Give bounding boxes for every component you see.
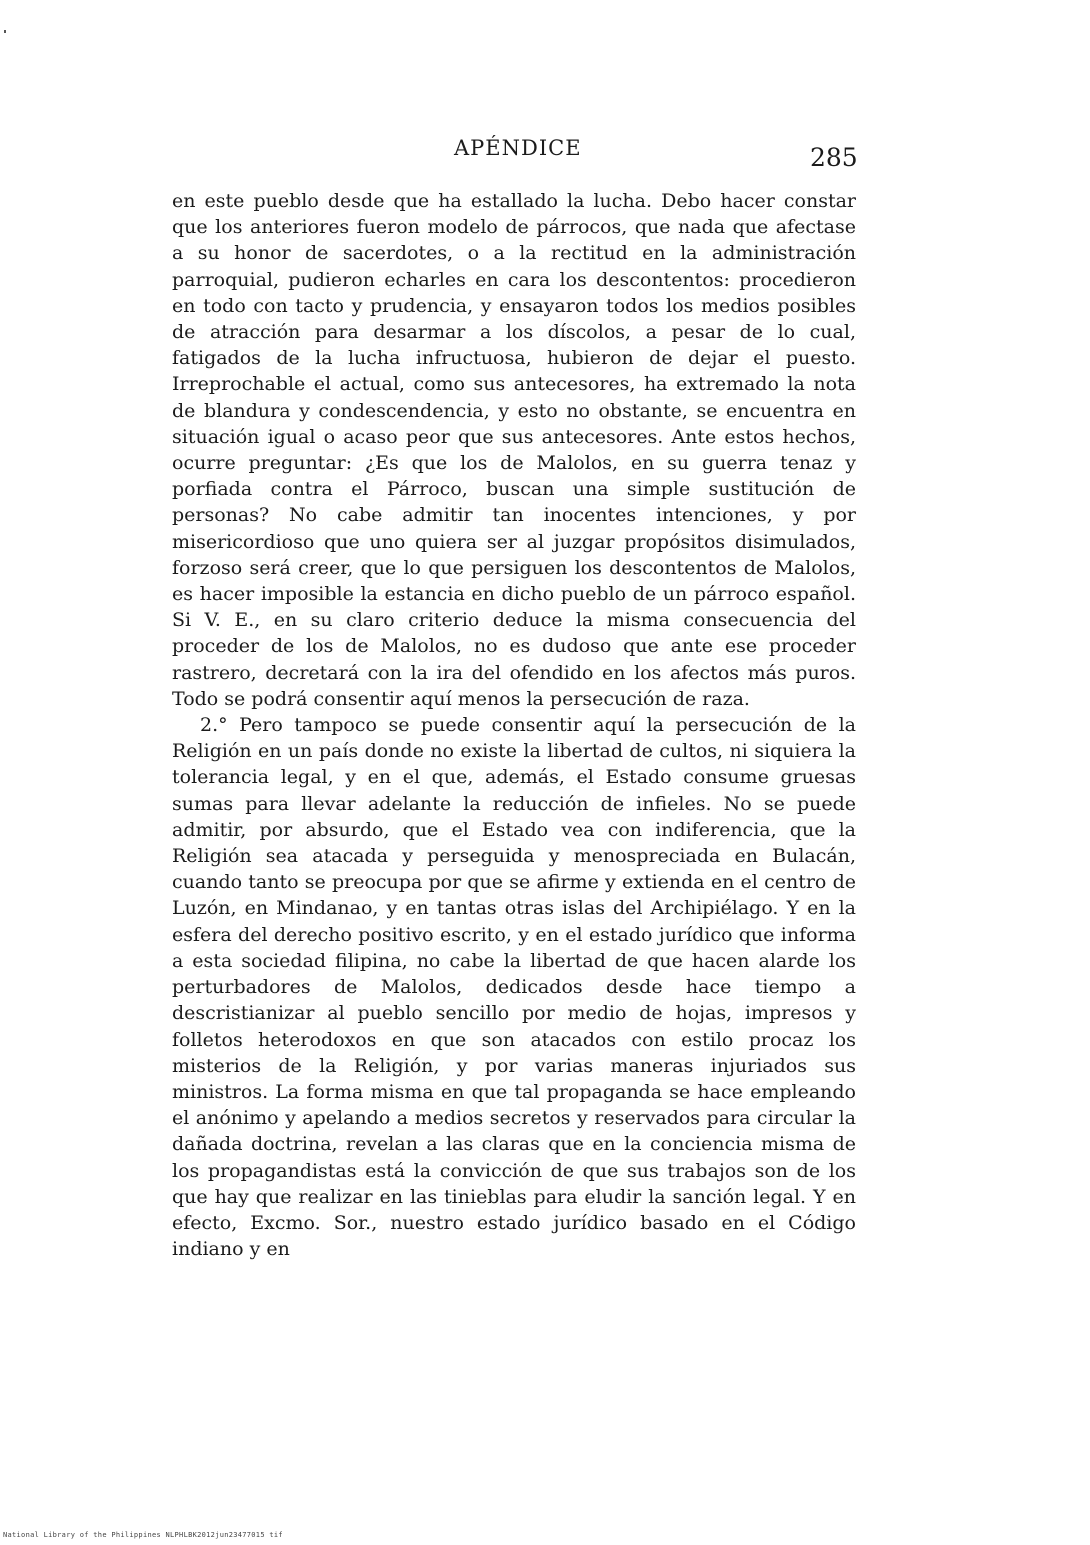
- running-title: APÉNDICE: [454, 136, 582, 160]
- paragraph-second-point: 2.° Pero tampoco se puede consentir aquí la persecución de la Religión en un país donde no existe la libertad de cultos, ni siquiera la tolerancia legal, y en el que, además, el Estado consume gruesas sumas para llevar adelante la reducción de infieles. No se puede admitir, por absurdo, que el Estado vea con indiferencia, que la Religión sea atacada y perseguida y menospreciada en Bulacán, cuando tanto se preocupa por que se afirme y extienda en el centro de Luzón, en Mindanao, y en tantas otras islas del Archipiélago. Y en la esfera del derecho positivo escrito, y en el estado jurídico que informa a esta sociedad filipina, no cabe la libertad de que hacen alarde los perturbadores de Malolos, dedicados desde hace tiempo a descristianizar al pueblo sencillo por medio de hojas, impresos y folletos heterodoxos en que son atacados con estilo procaz los misterios de la Religión, y por varias maneras injuriados sus ministros. La forma misma en que tal propaganda se hace empleando el anónimo y apelando a medios secretos y reservados para circular la dañada doctrina, revelan a las claras que en la conciencia misma de los propagandistas está la convicción de que sus trabajos son de los que hay que realizar en las tinieblas para eludir la sanción legal. Y en efecto, Excmo. Sor., nuestro estado jurídico basado en el Código indiano y en: [172, 714, 856, 1261]
- page-number: 285: [810, 143, 858, 172]
- body-text: [172, 188, 856, 1262]
- scan-speck: [4, 30, 6, 33]
- scan-footer-note: National Library of the Philippines NLPHLBK2012jun23477015 tif: [3, 1531, 283, 1539]
- paragraph-continuation: en este pueblo desde que ha estallado la lucha. Debo hacer constar que los anteriores fueron modelo de párrocos, que nada que afectase a su honor de sacerdotes, o a la rectitud en la administración parroquial, pudieron echarles en cara los descontentos: procedieron en todo con tacto y prudencia, y ensayaron todos los medios posibles de atracción para desarmar a los díscolos, a pesar de lo cual, fatigados de la lucha infructuosa, hubieron de dejar el puesto. Irreprochable el actual, como sus antecesores, ha extremado la nota de blandura y condescendencia, y esto no obstante, se encuentra en situación igual o acaso peor que sus antecesores. Ante estos hechos, ocurre preguntar: ¿Es que los de Malolos, en su guerra tenaz y porfiada contra el Párroco, buscan una simple sustitución de personas? No cabe admitir tan inocentes intenciones, y por misericordioso que uno quiera ser al juzgar propósitos disimulados, forzoso será creer, que lo que persiguen los descontentos de Malolos, es hacer imposible la estancia en dicho pueblo de un párroco español. Si V. E., en su claro criterio deduce la misma consecuencia del proceder de los de Malolos, no es dudoso que ante ese proceder rastrero, decretará con la ira del ofendido en los afectos más puros. Todo se podrá consentir aquí menos la persecución de raza.: [172, 190, 856, 710]
